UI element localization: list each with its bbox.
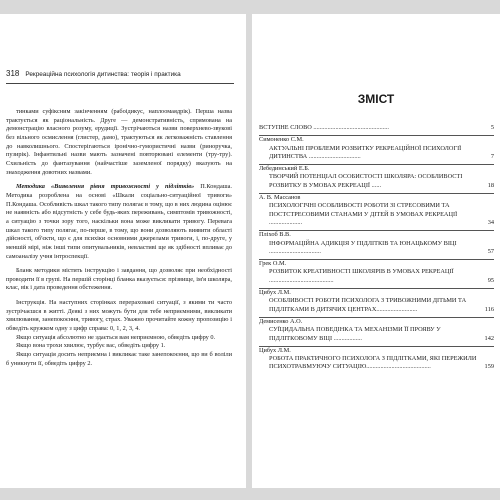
paragraph: Якщо ситуація абсолютно не здається вам неприємною, обведіть цифру 0. [16,333,216,341]
toc-entry-author: Пліхоб В.В. [259,231,291,239]
toc-entry [259,124,494,132]
toc-entry [259,347,494,372]
toc-entry [259,260,494,285]
toc-entry-page: 34 [487,218,494,226]
toc-entry-page: 159 [484,363,494,371]
toc-entry [259,194,494,227]
toc-title: ЗМІСТ [357,92,395,106]
toc-entry-page: 116 [484,305,494,313]
paragraph: тинками суфіксним закінченням (рабоідикус, наплоомаядрік). Перша назва трактується як раціональність. Друге — демонстративність, спрямована на демонстрацію власного розуму, ерудиції. Зустрічаються назви поверхнево-звукові без вільного осмислення (глистер, дамо), трактуються як легковажність ставлення до навколишнього. Спостерігаються іронічно-гумористичні назви (риноручка, пузирік). Інфантильні назви мають зазначені повторювані елементи (тру-тру). Схильність до фантазування (найчастіше заземленої порядку) вказують на знаходження довотних назвами. [6,108,232,176]
methodology-text: П.Кондаша. Методика розроблена на основі «Шкали соціально-ситуаційної тривоги» П.Кондаша. Особливість шкал такого типу полягає в тому, що в них людина оцінює не наявність або відсутність у себе будь-яких переживань, симптомів тривожності, а ситуацію з точки зору того, наскільки вона може викликати тривогу. Перевага шкал такого типу полягає, по-перше, в тому, що вони дозволяють виявити області дійсності, об'єкти, що є для психіки основними джерелами тривоги, і, по-друге, у меншій мірі, ніж інші типи опитувальників, невластиві ще як здібності впливає до самоаналізу учня інтроспекції. [6,183,232,260]
toc-entry-title: ІНФОРМАЦІЙНА АДИКЦІЯ У ПІДЛІТКІВ ТА ЮНАЦЬКОМУ ВІЦІ ................................. [269,239,457,255]
toc-entry [259,231,494,256]
toc-entry-title: РОЗВИТОК КРЕАТИВНОСТІ ШКОЛЯРІВ В УМОВАХ РЕКРЕАЦІЇ ......................................... [269,268,454,284]
running-head [6,69,234,84]
paragraph-instruction [6,299,232,334]
toc-entry-author: Лебединський Е.Б. [259,165,310,173]
toc-entry-author: Симоненко С.М. [259,136,304,144]
toc-entry-title: ПСИХОЛОГІЧНІ ОСОБЛИВОСТІ РОБОТИ ЗІ СТРЕСОВИМИ ТА ПОСТСТРЕСОВИМИ СТАНАМИ У ДІТЕЙ В УМОВАХ РЕКРЕАЦІЇ ..................... [269,202,458,226]
toc-entry-title: ТВОРЧИЙ ПОТЕНЦІАЛ ОСОБИСТОСТІ ШКОЛЯРА: ОСОБЛИВОСТІ РОЗВИТКУ В УМОВАХ РЕКРЕАЦІЇ ...... [269,173,463,189]
toc-entry-title: АКТУАЛЬНІ ПРОБЛЕМИ РОЗВИТКУ РЕКРЕАЦІЙНОЇ ПСИХОЛОГІЇ ДИТИНСТВА ................................. [269,144,462,160]
toc-entry-author: А. В. Массанов [259,194,301,202]
paragraph-methodology [6,183,232,261]
toc-entry-title: РОБОТА ПРАКТИЧНОГО ПСИХОЛОГА З ПІДЛІТКАМИ, ЯКІ ПЕРЕЖИЛИ ПСИХОТРАВМУЮЧУ СИТУАЦІЮ......................................... [269,355,477,371]
toc-entry-page: 57 [487,247,494,255]
toc-entry-author: Цибух Л.М. [259,346,291,354]
toc-entry-author: Грек О.М. [259,260,287,268]
instruction-lead: Інструкція. [16,299,46,307]
toc-entry [259,318,494,343]
paragraph: Бланк методики містить інструкцію і завдання, що дозволяє при необхідності проводити її в групі. На першій сторінці бланка вказується: прізвище, ім'я школяра, клас, вік і дата проведення обстеження. [6,267,232,292]
toc-entry-page: 5 [490,124,494,131]
methodology-title: Методика «Виявлення рівня тривожності у підлітків» [16,183,195,191]
left-page [0,14,246,488]
toc-entry [259,165,494,190]
toc-entry-page: 7 [490,152,494,160]
running-head-title: Рекреаційна психологія дитинства: теорія і практика [25,71,181,78]
toc-entry-page: 18 [487,181,494,189]
table-of-contents [259,124,494,375]
paragraph: Якщо вона трохи хвилює, турбує вас, обведіть цифру 1. [16,342,166,350]
toc-entry-title: ОСОБЛИВОСТІ РОБОТИ ПСИХОЛОГА З ТРИВОЖНИМИ ДІТЬМИ ТА ПІДЛІТКАМИ В ДИТЯЧИХ ЦЕНТРАХ.......................... [269,297,467,313]
toc-entry [259,136,494,161]
toc-entry-author: Демисенко А.О. [259,317,303,325]
toc-entry [259,289,494,314]
toc-entry-title: СУЇЦИДАЛЬНА ПОВЕДІНКА ТА МЕХАНІЗМИ ЇЇ ПРОЯВУ У ПІДЛІТКОВОМУ ВІЦІ .................. [269,326,441,342]
paragraph: Якщо ситуація досить неприємна і викликає таке занепокоєння, що ви б воліли б уникнути її, обведіть цифру 2. [6,351,232,367]
instruction-text: На наступних сторінках перераховані ситуації, з якими ти часто зустрічаєшся в житті. Деякі з них можуть бути для тебе неприємними, викликати хвилювання, занепокоєння, тривогу, страх. Уважно прочитайте кожну пропозицію і обведіть кружком одну з цифр справа: 0, 1, 2, 3, 4. [6,299,232,333]
toc-entry-title: ВСТУПНЕ СЛОВО ................................................ [259,124,389,131]
toc-entry-page: 142 [484,334,494,342]
toc-entry-author: Цибух Л.М. [259,289,291,297]
page-number: 318 [6,69,20,78]
toc-entry-page: 95 [487,276,494,284]
right-page [252,14,500,488]
body-text [6,108,232,368]
